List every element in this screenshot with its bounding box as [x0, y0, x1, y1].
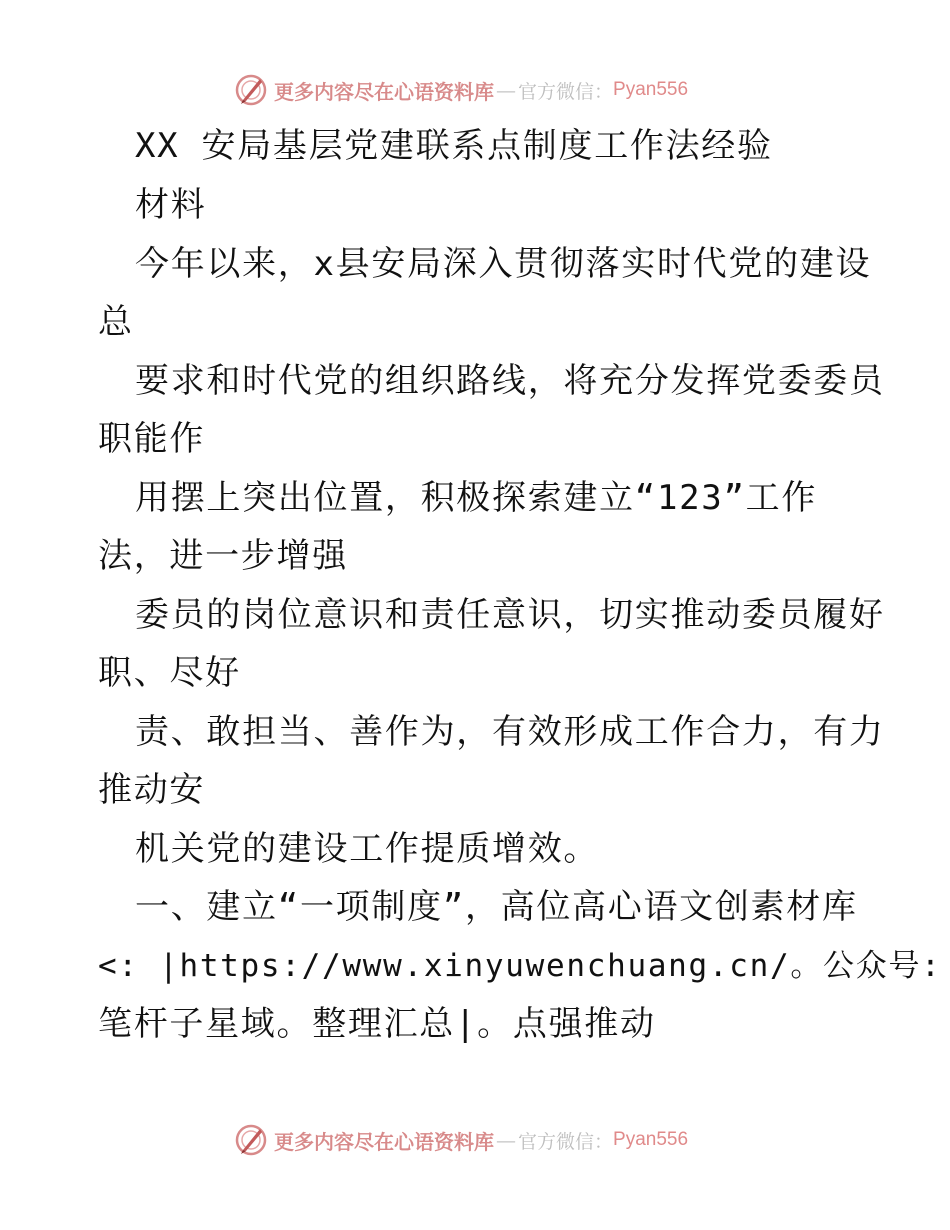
doc-line-16: 笔杆子星域。整理汇总|。点强推动 [98, 1004, 656, 1044]
doc-line-7: 用摆上突出位置，积极探索建立“123”工作 [135, 478, 818, 518]
doc-line-6: 职能作 [98, 419, 206, 459]
banner-site-text: 更多内容尽在心语资料库 [274, 1129, 494, 1154]
footer-banner-content [234, 1120, 688, 1160]
doc-line-3: 今年以来，x县安局深入贯彻落实时代党的建设 [135, 244, 872, 284]
doc-line-10: 职、尽好 [98, 653, 241, 693]
banner-wechat-label: 官方微信： [518, 1130, 614, 1153]
footer-banner [0, 1120, 950, 1160]
doc-line-12: 推动安 [98, 770, 206, 810]
doc-line-5: 要求和时代党的组织路线，将充分发挥党委委员 [135, 361, 885, 401]
doc-line-2: 材料 [135, 185, 207, 225]
banner-wechat-account: Pyan556 [613, 1129, 689, 1150]
banner-wechat-label: 官方微信： [518, 80, 614, 103]
banner-site-text: 更多内容尽在心语资料库 [274, 79, 494, 104]
doc-line-15: <: |https://www.xinyuwenchuang.cn/。公众号: [98, 948, 942, 984]
doc-line-4: 总 [98, 302, 134, 342]
banner-separator: — [496, 78, 516, 102]
quill-pen-logo-icon [234, 1123, 268, 1157]
header-banner [0, 70, 950, 110]
header-banner-content [234, 70, 688, 110]
doc-line-1: XX 安局基层党建联系点制度工作法经验 [135, 126, 773, 166]
doc-line-14: 一、建立“一项制度”，高位高心语文创素材库 [135, 887, 858, 927]
banner-separator: — [496, 1128, 516, 1152]
doc-line-8: 法，进一步增强 [98, 536, 348, 576]
banner-wechat-account: Pyan556 [613, 79, 689, 100]
doc-line-13: 机关党的建设工作提质增效。 [135, 829, 600, 869]
quill-pen-logo-icon [234, 73, 268, 107]
doc-line-11: 责、敢担当、善作为，有效形成工作合力，有力 [135, 712, 885, 752]
doc-line-9: 委员的岗位意识和责任意识，切实推动委员履好 [135, 595, 885, 635]
